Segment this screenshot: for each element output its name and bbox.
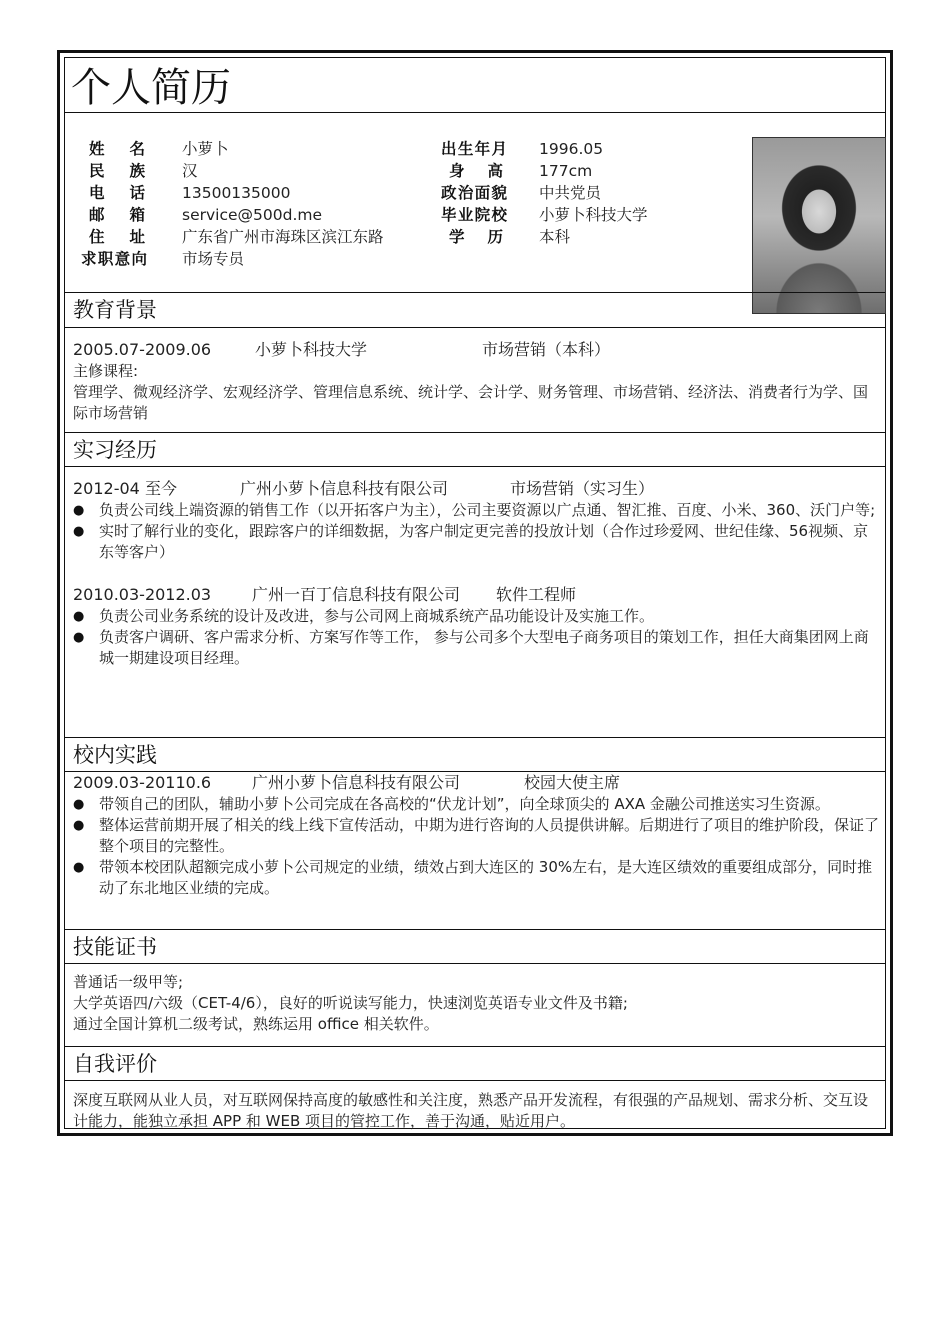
skills-divider-bottom [65, 963, 885, 964]
field-value: 177cm [539, 162, 593, 180]
courses-list: 管理学、微观经济学、宏观经济学、管理信息系统、统计学、会计学、财务管理、市场营销、经济法、消费者行为学、国际市场营销 [73, 383, 869, 422]
self-eval-divider-top [65, 1046, 885, 1047]
list-item: ● 负责公司线上端资源的销售工作（以开拓客户为主），公司主要资源以广点通、智汇推、百度、小米、360、沃门户等; [71, 500, 883, 521]
field-value: 本科 [539, 228, 571, 246]
job-company: 广州一百丁信息科技有限公司 [252, 585, 461, 604]
education-school: 小萝卜科技大学 [255, 340, 368, 359]
field-value: 市场专员 [182, 250, 245, 268]
title-divider [65, 112, 885, 113]
field-label: 求职意向 [81, 250, 147, 268]
field-label: 民族 [89, 162, 145, 180]
field-value: 中共党员 [539, 184, 602, 202]
list-item: ● 整体运营前期开展了相关的线上线下宣传活动，中期为进行咨询的人员提供讲解。后期进行了项目的维护阶段，保证了整个项目的完整性。 [71, 815, 883, 857]
profile-row-degree [441, 226, 648, 248]
profile-row-school [441, 204, 648, 226]
campus-period: 2009.03-20110.6 [73, 773, 212, 792]
profile-photo [752, 137, 886, 314]
skill-line: 大学英语四/六级（CET-4/6），良好的听说读写能力，快速浏览英语专业文件及书籍; [73, 994, 628, 1012]
page-title: 个人简历 [71, 65, 231, 111]
self-eval-heading: 自我评价 [73, 1052, 157, 1076]
field-value: service@500d.me [182, 206, 323, 224]
education-period: 2005.07-2009.06 [73, 340, 212, 359]
list-item: ● 带领本校团队超额完成小萝卜公司规定的业绩，绩效占到大连区的 30%左右，是大连区绩效的重要组成部分，同时推动了东北地区业绩的完成。 [71, 857, 883, 899]
field-label: 姓名 [89, 140, 145, 158]
profile-row-address [89, 226, 384, 248]
field-value: 小萝卜科技大学 [539, 206, 648, 224]
courses-label: 主修课程: [73, 362, 139, 380]
profile-row-ethnicity [89, 160, 384, 182]
education-divider-bottom [65, 327, 885, 328]
profile-left [81, 138, 384, 270]
profile-row-objective [81, 248, 384, 270]
profile-row-name [89, 138, 384, 160]
list-item: ● 实时了解行业的变化，跟踪客户的详细数据，为客户制定更完善的投放计划（合作过珍爱网、世纪佳缘、56视频、京东等客户） [71, 521, 883, 563]
internship-divider-top [65, 432, 885, 433]
skills-heading: 技能证书 [73, 935, 157, 959]
profile-row-email [89, 204, 384, 226]
education-heading: 教育背景 [73, 298, 157, 322]
resume-outer-frame [57, 50, 893, 1136]
list-item: ● 带领自己的团队，辅助小萝卜公司完成在各高校的“伏龙计划”，向全球顶尖的 AXA 金融公司推送实习生资源。 [71, 794, 883, 815]
campus-company: 广州小萝卜信息科技有限公司 [252, 773, 461, 792]
field-label: 邮箱 [89, 206, 145, 224]
campus-heading: 校内实践 [73, 743, 157, 767]
list-item: ● 负责客户调研、客户需求分析、方案写作等工作， 参与公司多个大型电子商务项目的策划工作，担任大商集团网上商城一期建设项目经理。 [71, 627, 883, 669]
education-divider-top [65, 292, 885, 293]
field-value: 广东省广州市海珠区滨江东路 [182, 228, 384, 246]
field-value: 小萝卜 [182, 140, 229, 158]
field-value: 1996.05 [539, 140, 604, 158]
skills-divider-top [65, 929, 885, 930]
field-value: 13500135000 [182, 184, 291, 202]
list-item: ● 负责公司业务系统的设计及改进，参与公司网上商城系统产品功能设计及实施工作。 [71, 606, 883, 627]
skills-list [73, 972, 628, 1035]
skill-line: 通过全国计算机二级考试，熟练运用 office 相关软件。 [73, 1015, 439, 1033]
internship-heading: 实习经历 [73, 438, 157, 462]
campus-bullets [71, 794, 883, 899]
field-value: 汉 [182, 162, 198, 180]
resume-inner-frame [64, 57, 886, 1129]
field-label: 毕业院校 [441, 206, 507, 224]
job-company: 广州小萝卜信息科技有限公司 [240, 479, 449, 498]
self-eval-divider-bottom [65, 1080, 885, 1081]
field-label: 住址 [89, 228, 145, 246]
job-bullets [71, 606, 883, 669]
campus-role: 校园大使主席 [524, 773, 621, 792]
field-label: 出生年月 [441, 140, 507, 158]
self-eval-text: 深度互联网从业人员，对互联网保持高度的敏感性和关注度，熟悉产品开发流程，有很强的产品规划、需求分析、交互设计能力，能独立承担 APP 和 WEB 项目的管控工作，善于沟通，贴近用户。 [73, 1091, 869, 1130]
campus-divider-top [65, 737, 885, 738]
field-label: 学历 [449, 228, 503, 246]
profile-right [441, 138, 648, 248]
job-period: 2012-04 至今 [73, 479, 177, 498]
profile-row-birth [441, 138, 648, 160]
field-label: 电话 [89, 184, 145, 202]
education-major: 市场营销（本科） [482, 340, 611, 359]
field-label: 身高 [449, 162, 503, 180]
skill-line: 普通话一级甲等; [73, 973, 184, 991]
profile-row-height [441, 160, 648, 182]
job-role: 市场营销（实习生） [510, 479, 655, 498]
job-role: 软件工程师 [496, 585, 577, 604]
profile-row-political [441, 182, 648, 204]
field-label: 政治面貌 [441, 184, 507, 202]
profile-row-phone [89, 182, 384, 204]
job-period: 2010.03-2012.03 [73, 585, 212, 604]
job-bullets [71, 500, 883, 563]
internship-divider-bottom [65, 466, 885, 467]
